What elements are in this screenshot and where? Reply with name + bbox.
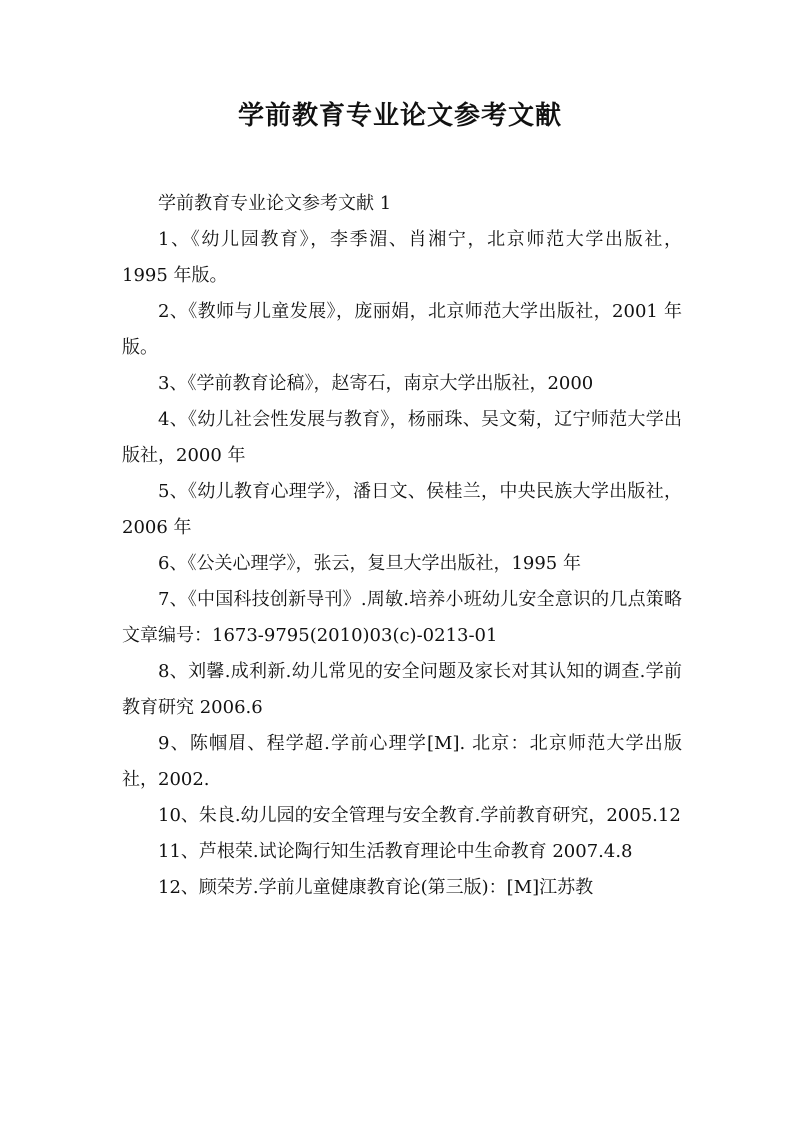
reference-item: 2、《教师与儿童发展》，庞丽娟，北京师范大学出版社，2001 年版。: [122, 301, 682, 358]
section-heading: 学前教育专业论文参考文献 1: [158, 193, 392, 214]
reference-item: 11、芦根荣.试论陶行知生活教育理论中生命教育 2007.4.8: [158, 841, 633, 862]
reference-item: 7、《中国科技创新导刊》.周敏.培养小班幼儿安全意识的几点策略 文章编号：1673-9795(2010)03(c)-0213-01: [122, 589, 682, 646]
reference-item: 9、陈帼眉、程学超.学前心理学[M]. 北京：北京师范大学出版社，2002.: [122, 733, 682, 790]
document-body: [122, 186, 682, 906]
reference-item: 8、刘馨.成利新.幼儿常见的安全问题及家长对其认知的调查.学前教育研究 2006.6: [122, 661, 682, 718]
reference-item: 4、《幼儿社会性发展与教育》，杨丽珠、吴文菊，辽宁师范大学出版社，2000 年: [122, 409, 682, 466]
reference-item: 1、《幼儿园教育》，李季湄、肖湘宁，北京师范大学出版社，1995 年版。: [122, 229, 682, 286]
page-title: 学前教育专业论文参考文献: [237, 101, 562, 131]
reference-item: 3、《学前教育论稿》，赵寄石，南京大学出版社，2000: [158, 373, 594, 394]
reference-item: 10、朱良.幼儿园的安全管理与安全教育.学前教育研究，2005.12: [158, 805, 681, 826]
reference-item: 5、《幼儿教育心理学》，潘日文、侯桂兰，中央民族大学出版社，2006 年: [122, 481, 682, 538]
reference-item: 6、《公关心理学》，张云，复旦大学出版社，1995 年: [158, 553, 581, 574]
reference-item: 12、顾荣芳.学前儿童健康教育论(第三版)：[M]江苏教: [158, 877, 594, 898]
